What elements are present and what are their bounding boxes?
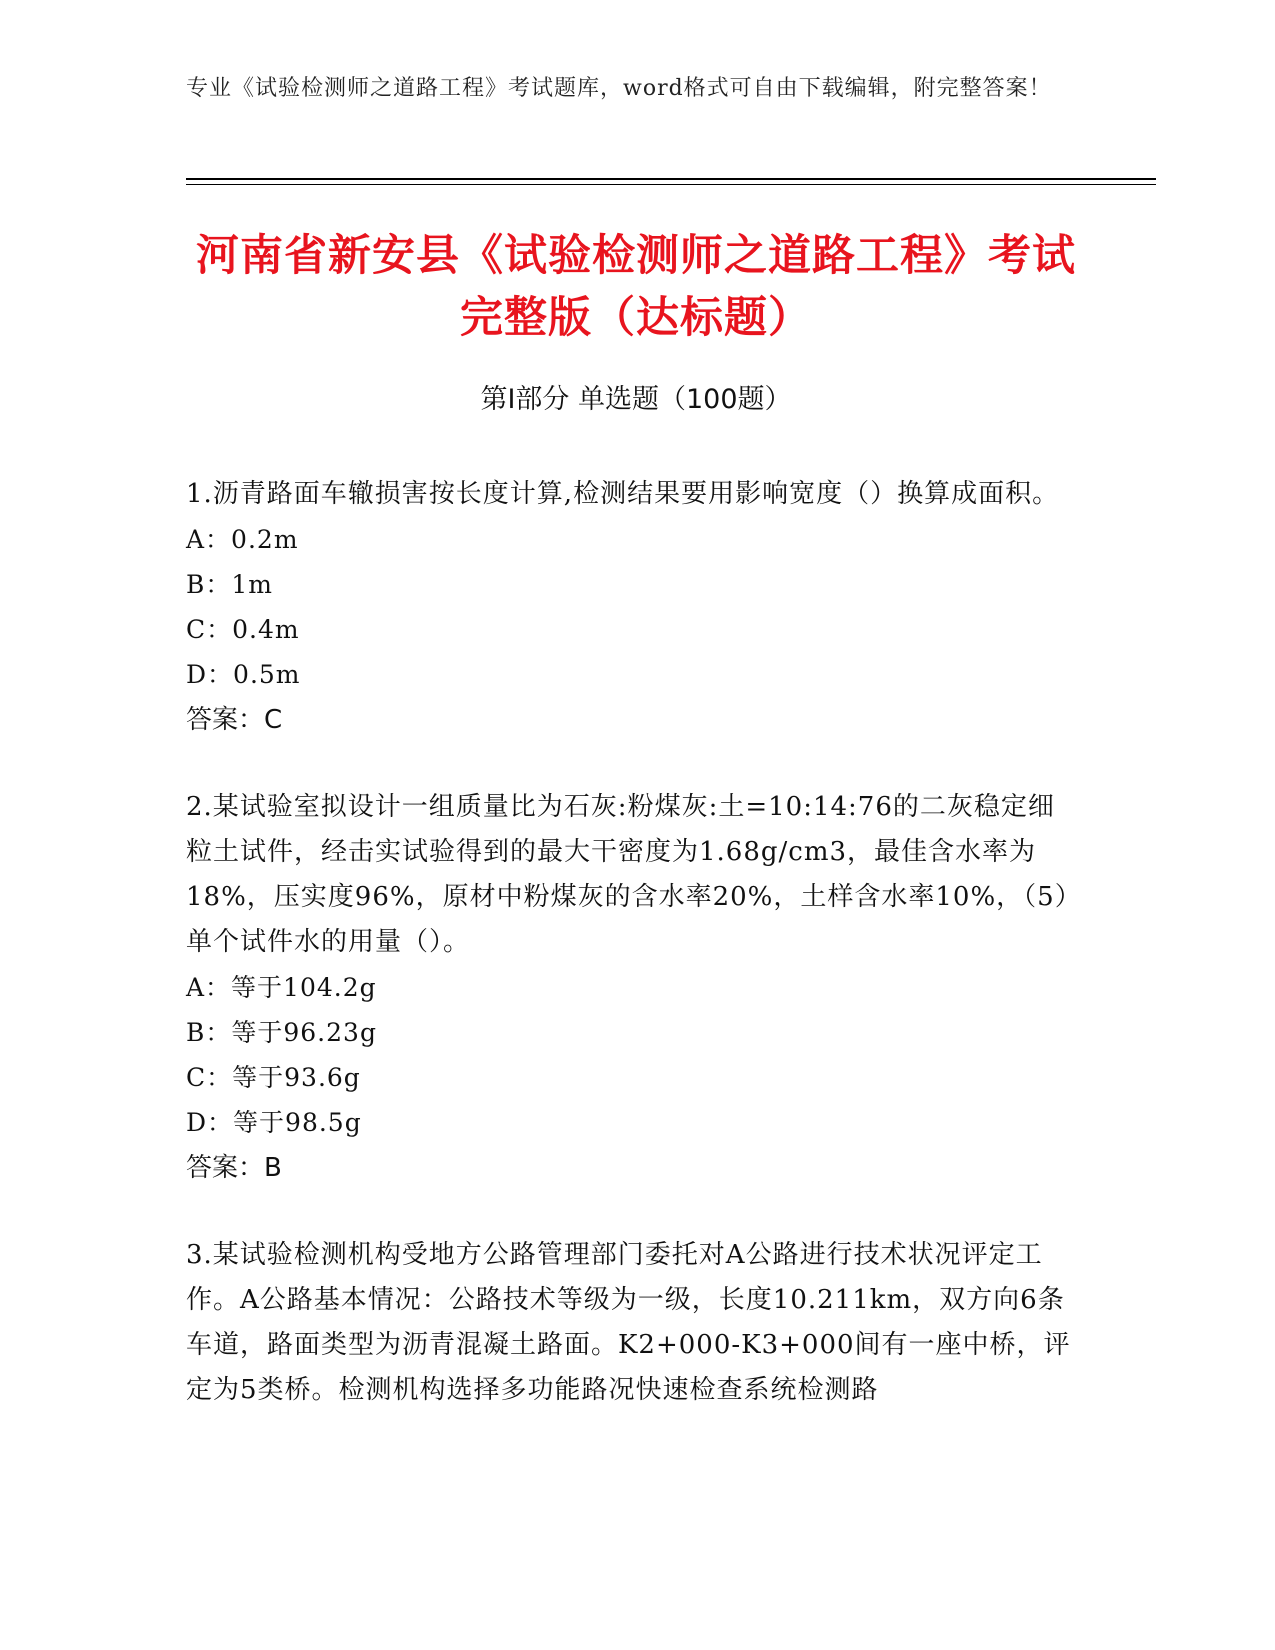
option-a: A：等于104.2g bbox=[186, 973, 377, 1002]
question-3 bbox=[186, 1233, 1076, 1413]
answer-line: 答案：C bbox=[186, 705, 283, 735]
answer-line: 答案：B bbox=[186, 1153, 282, 1183]
option-d: D：0.5m bbox=[186, 660, 301, 689]
option-c: C：等于93.6g bbox=[186, 1063, 361, 1092]
question-2 bbox=[186, 785, 1076, 1191]
question-stem: 2.某试验室拟设计一组质量比为石灰:粉煤灰:土=10:14:76的二灰稳定细粒土试件，经击实试验得到的最大干密度为1.68g/cm3，最佳含水率为18%，压实度96%，原材中粉煤灰的含水率20%，土样含水率10%，（5）单个试件水的用量（）。 bbox=[186, 792, 1069, 957]
question-stem: 3.某试验检测机构受地方公路管理部门委托对A公路进行技术状况评定工作。A公路基本情况：公路技术等级为一级，长度10.211km，双方向6条车道，路面类型为沥青混凝土路面。K2+000-K3+000间有一座中桥，评定为5类桥。检测机构选择多功能路况快速检查系统检测路 bbox=[186, 1240, 1071, 1405]
header-divider-thin bbox=[186, 184, 1156, 185]
document-title: 河南省新安县《试验检测师之道路工程》考试完整版（达标题） bbox=[196, 231, 1076, 343]
option-d: D：等于98.5g bbox=[186, 1108, 362, 1137]
option-b: B：等于96.23g bbox=[186, 1018, 377, 1047]
question-1 bbox=[186, 472, 1076, 743]
option-c: C：0.4m bbox=[186, 615, 300, 644]
option-a: A：0.2m bbox=[186, 525, 299, 554]
header-note: 专业《试验检测师之道路工程》考试题库，word格式可自由下载编辑，附完整答案！ bbox=[186, 76, 1052, 101]
section-title: 第I部分 单选题（100题） bbox=[480, 384, 792, 415]
question-stem: 1.沥青路面车辙损害按长度计算,检测结果要用影响宽度（）换算成面积。 bbox=[186, 479, 1060, 509]
question-list bbox=[186, 472, 1076, 1455]
header-divider-thick bbox=[186, 178, 1156, 180]
option-b: B：1m bbox=[186, 570, 273, 599]
